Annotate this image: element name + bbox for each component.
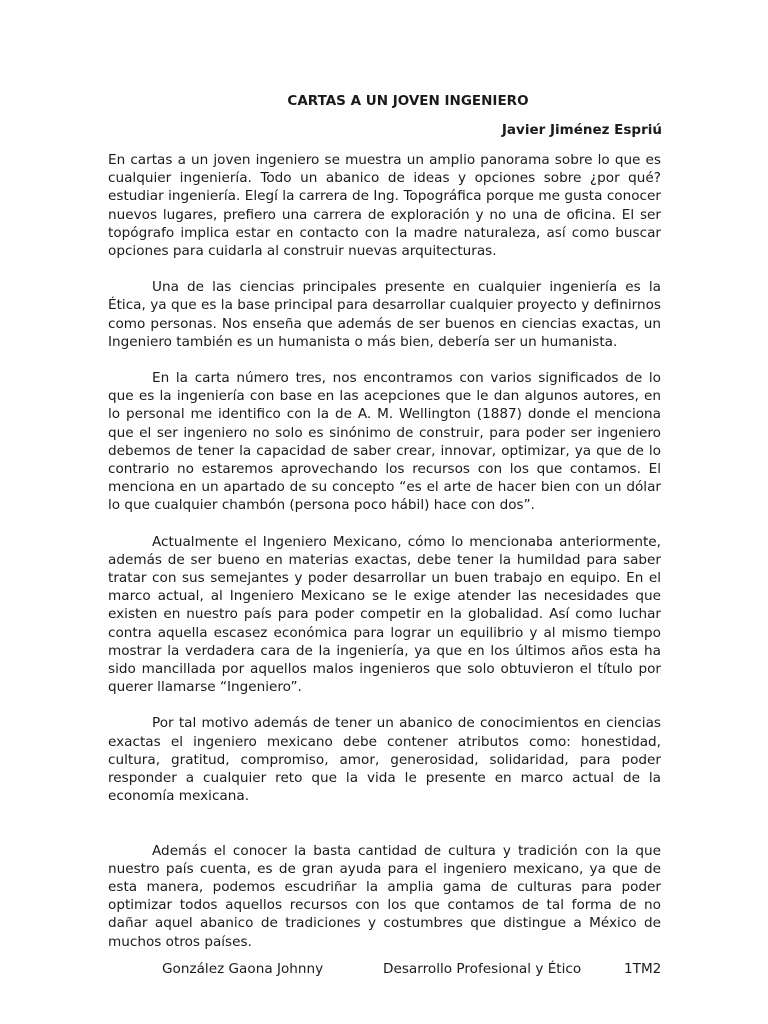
document-author: Javier Jiménez Espriú — [501, 122, 662, 138]
paragraph-4: Actualmente el Ingeniero Mexicano, cómo lo mencionaba anteriormente, además de ser bueno en materias exactas, debe tener la humildad para saber tratar con sus semejantes y poder desarrollar un buen trabajo en equipo. En el marco actual, al Ingeniero Mexicano se le exige atender las necesidades que existen en nuestro país para poder competir en la globalidad. Así como luchar contra aquella escasez económica para lograr un equilibrio y al mismo tiempo mostrar la verdadera cara de la ingeniería, ya que en los últimos años esta ha sido mancillada por aquellos malos ingenieros que solo obtuvieron el título por querer llamarse “Ingeniero”. — [108, 533, 661, 696]
document-body — [108, 151, 661, 969]
paragraph-5: Por tal motivo además de tener un abanico de conocimientos en ciencias exactas el ingeniero mexicano debe contener atributos como: honestidad, cultura, gratitud, compromiso, amor, generosidad, solidaridad, para poder responder a cualquier reto que la vida le presente en marco actual de la economía mexicana. — [108, 715, 661, 805]
paragraph-6: Además el conocer la basta cantidad de cultura y tradición con la que nuestro país cuenta, es de gran ayuda para el ingeniero mexicano, ya que de esta manera, podemos escudriñar la amplia gama de culturas para poder optimizar todos aquellos recursos con los que contamos de tal forma de no dañar aquel abanico de tradiciones y costumbres que distingue a México de muchos otros países. — [108, 842, 661, 950]
paragraph-3: En la carta número tres, nos encontramos con varios significados de lo que es la ingeniería con base en las acepciones que le dan algunos autores, en lo personal me identifico con la de A. M. Wellington (1887) donde el menciona que el ser ingeniero no solo es sinónimo de construir, para poder ser ingeniero debemos de tener la capacidad de saber crear, innovar, optimizar, ya que de lo contrario no estaremos aprovechando los recursos con los que contamos. El menciona en un apartado de su concepto “es el arte de hacer bien con un dólar lo que cualquier chambón (persona poco hábil) hace con dos”. — [108, 370, 661, 514]
footer-student-name: González Gaona Johnny — [162, 961, 324, 977]
footer-course-name: Desarrollo Profesional y Ético — [383, 961, 582, 977]
paragraph-2: Una de las ciencias principales presente en cualquier ingeniería es la Ética, ya que es la base principal para desarrollar cualquier proyecto y definirnos como personas. Nos enseña que además de ser buenos en ciencias exactas, un Ingeniero también es un humanista o más bien, debería ser un humanista. — [108, 279, 661, 350]
paragraph-1: En cartas a un joven ingeniero se muestra un amplio panorama sobre lo que es cualquier ingeniería. Todo un abanico de ideas y opciones sobre ¿por qué? estudiar ingeniería. Elegí la carrera de Ing. Topográfica porque me gusta conocer nuevos lugares, prefiero una carrera de exploración y no una de oficina. El ser topógrafo implica estar en contacto con la madre naturaleza, así como buscar opciones para cuidarla al construir nuevas arquitecturas. — [108, 152, 661, 260]
document-title: CARTAS A UN JOVEN INGENIERO — [287, 93, 529, 109]
footer-group-code: 1TM2 — [624, 961, 662, 977]
